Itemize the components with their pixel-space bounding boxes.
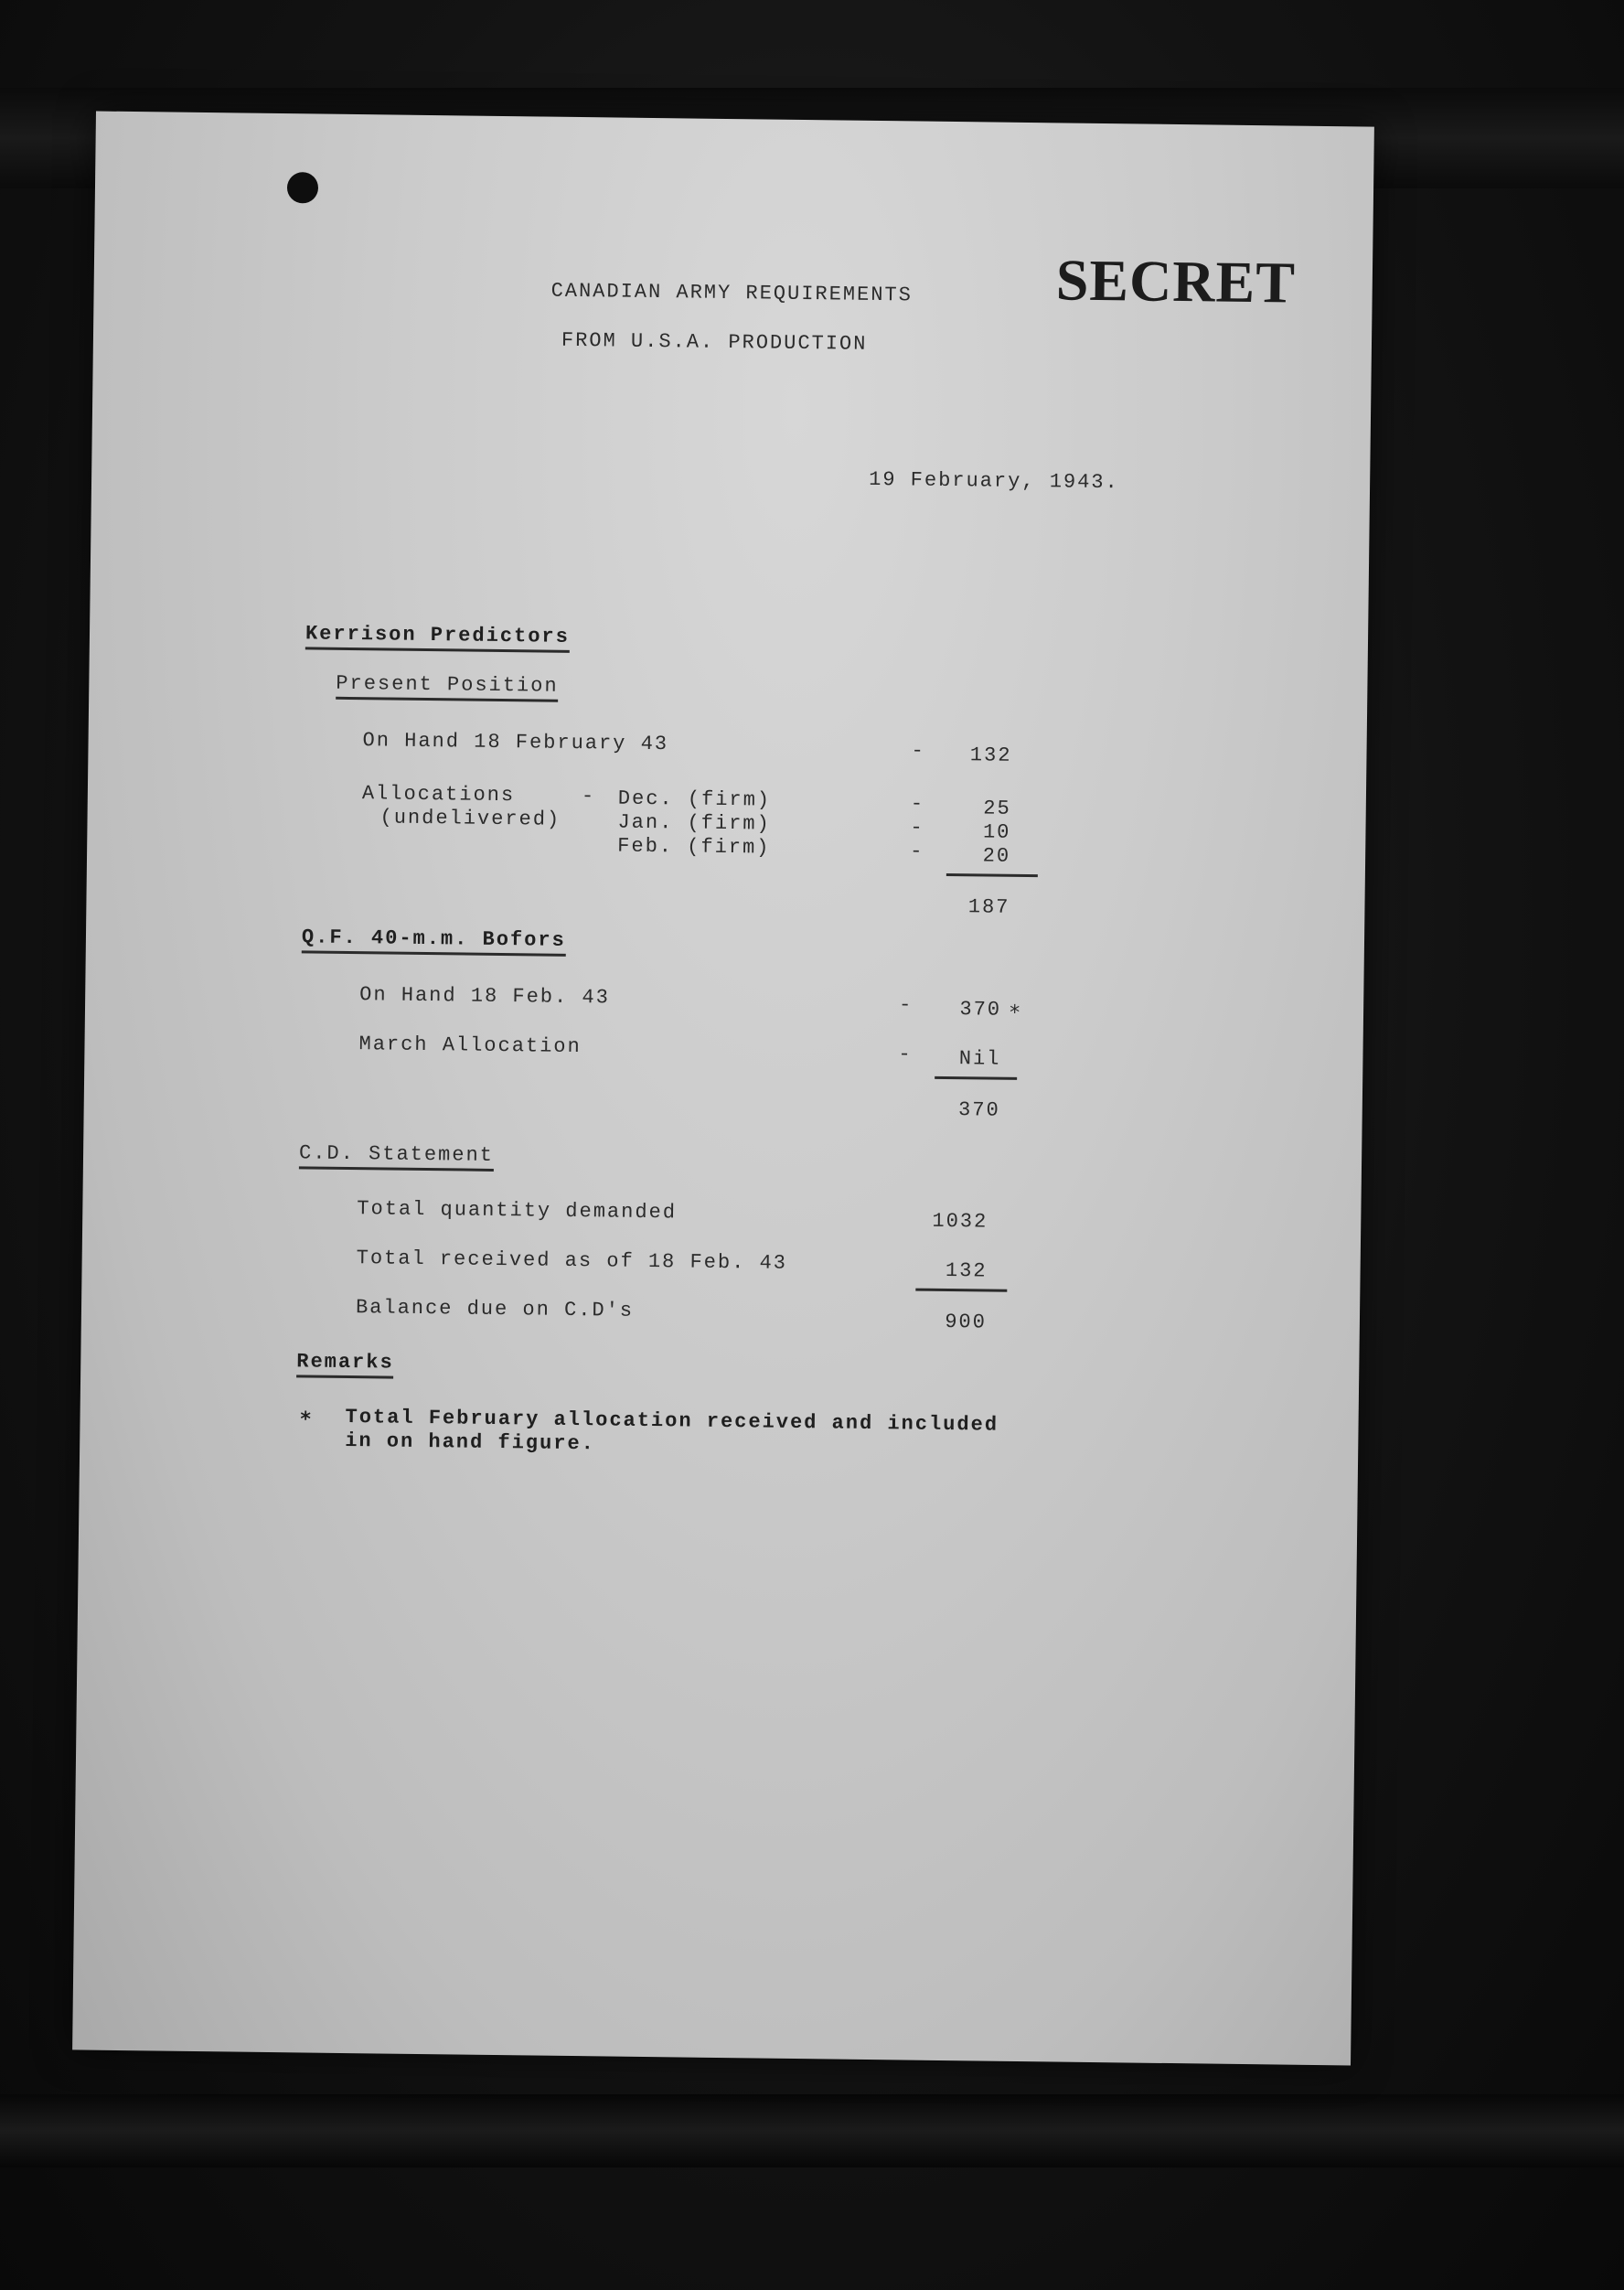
bofors-on-hand-mark: ∗: [1008, 998, 1023, 1022]
allocations-label: Allocations: [361, 782, 516, 808]
total-received-value: 132: [945, 1258, 988, 1283]
kerrison-sum-rule: [946, 873, 1038, 877]
jan-label: Jan. (firm): [617, 810, 771, 836]
balance-due-label: Balance due on C.D's: [355, 1296, 635, 1322]
kerrison-on-hand-value: 132: [969, 744, 1012, 767]
remarks-mark: ∗: [299, 1405, 314, 1429]
title-line-2: FROM U.S.A. PRODUCTION: [561, 328, 868, 356]
jan-value: 10: [982, 820, 1011, 844]
title-line-1: CANADIAN ARMY REQUIREMENTS: [550, 279, 914, 307]
bofors-on-hand-label: On Hand 18 Feb. 43: [359, 983, 610, 1010]
document-date: 19 February, 1943.: [868, 467, 1119, 495]
feb-dash: -: [910, 840, 924, 863]
kerrison-heading: Kerrison Predictors: [305, 622, 570, 653]
total-demanded-label: Total quantity demanded: [357, 1197, 678, 1225]
cd-statement-heading: C.D. Statement: [299, 1141, 494, 1172]
paper-sheet: [72, 112, 1374, 2066]
kerrison-total: 187: [967, 895, 1010, 919]
secret-stamp: SECRET: [1055, 247, 1297, 316]
bofors-sum-rule: [935, 1076, 1017, 1080]
bofors-on-hand-dash: -: [898, 993, 914, 1017]
balance-due-value: 900: [945, 1310, 988, 1334]
dec-label: Dec. (firm): [617, 787, 772, 812]
feb-value: 20: [982, 844, 1011, 868]
dec-value: 25: [983, 797, 1011, 820]
march-allocation-value: Nil: [958, 1047, 1001, 1071]
punch-hole: [287, 172, 318, 203]
kerrison-on-hand-dash: -: [911, 739, 925, 763]
allocations-dash: -: [581, 785, 596, 808]
undelivered-label: (undelivered): [379, 806, 561, 831]
march-allocation-label: March Allocation: [358, 1033, 582, 1059]
cd-sum-rule: [915, 1289, 1007, 1292]
remarks-line-2: in on hand figure.: [345, 1429, 596, 1456]
dec-dash: -: [910, 792, 925, 816]
remarks-line-1: Total February allocation received and included: [345, 1405, 999, 1437]
total-received-label: Total received as of 18 Feb. 43: [356, 1247, 788, 1275]
bofors-total: 370: [957, 1098, 1000, 1122]
feb-label: Feb. (firm): [617, 834, 771, 860]
present-position-subheading: Present Position: [336, 672, 559, 702]
total-demanded-value: 1032: [932, 1209, 988, 1234]
jan-dash: -: [910, 816, 924, 840]
bofors-heading: Q.F. 40-m.m. Bofors: [302, 926, 566, 957]
march-allocation-dash: -: [898, 1043, 913, 1066]
bofors-on-hand-value: 370: [959, 998, 1002, 1022]
remarks-heading: Remarks: [296, 1350, 394, 1378]
kerrison-on-hand-label: On Hand 18 February 43: [362, 729, 669, 756]
